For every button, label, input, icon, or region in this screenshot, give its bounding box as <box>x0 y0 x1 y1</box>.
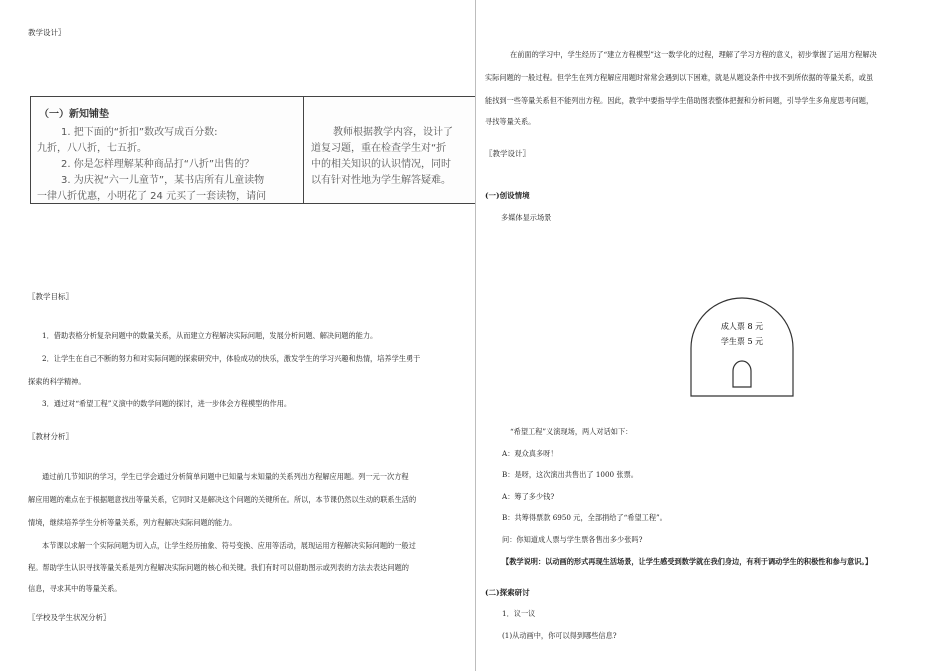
analysis-line-4: 本节课以求解一个实际问题为切入点，让学生经历抽象、符号变换、应用等活动，展现运用方程解决实际问题的一般过 <box>42 541 416 550</box>
students-heading: 〖学校及学生状况分析〗 <box>28 613 111 622</box>
dialog-line-3: A：筹了多少钱? <box>502 492 555 501</box>
table-line-5: 一律八折优惠，小明花了 24 元买了一套读物，请问 <box>37 191 267 202</box>
subsection-1: 1．议一议 <box>502 609 536 618</box>
analysis-line-2: 解应用题的难点在于根据题意找出等量关系，它同时又是解决这个问题的关键所在。所以，本节课仍然以生动的联系生活的 <box>28 495 417 504</box>
table-right-line-2: 道复习题，重在检查学生对“折 <box>311 143 447 154</box>
right-page <box>477 0 950 671</box>
design-heading: 〖教学设计〗 <box>485 149 530 158</box>
table-right-line-3: 中的相关知识的认识情况，同时 <box>311 159 451 170</box>
intro-line-2: 实际问题的一般过程。但学生在列方程解应用题时常常会遇到以下困难，就是从题设条件中找不到所依据的等量关系，或虽 <box>485 73 874 82</box>
section1-title: (一)创设情境 <box>485 191 530 200</box>
section2-title: (二)探索研讨 <box>485 588 530 597</box>
student-ticket-price: 学生票 5 元 <box>720 337 764 346</box>
goal-2: 2．让学生在自己不断的努力和对实际问题的探索研究中，体验成功的快乐，激发学生的学习兴趣和热情，培养学生勇于 <box>42 354 421 363</box>
analysis-line-1: 通过前几节知识的学习，学生已学会通过分析简单问题中已知量与未知量的关系列出方程解应用题。列一元一次方程 <box>42 472 409 481</box>
intro-line-1: 在前面的学习中，学生经历了“建立方程模型”这一数学化的过程，理解了学习方程的意义，初步掌握了运用方程解决 <box>510 50 877 59</box>
section1-subtitle: 多媒体显示场景 <box>501 213 552 222</box>
subsection-1-question: (1)从动画中，你可以得到哪些信息? <box>502 631 617 640</box>
booth-arch-outline <box>691 298 793 396</box>
dialog-intro: “希望工程”义演现场，两人对话如下： <box>510 427 633 436</box>
intro-line-3: 能找到一些等量关系但不能列出方程。因此，教学中要指导学生借助图表整体把握和分析问题，引导学生多角度思考问题， <box>485 96 874 105</box>
table-right-line-4: 以有针对性地为学生解答疑难。 <box>311 175 451 186</box>
goal-2-cont: 探索的科学精神。 <box>28 377 86 386</box>
goals-heading: 〖教学目标〗 <box>28 292 73 301</box>
goal-1: 1．借助表格分析复杂问题中的数量关系，从而建立方程解决实际问题，发展分析问题、解决问题的能力。 <box>42 331 378 340</box>
ticket-booth-figure <box>689 296 795 398</box>
table-line-4: 3. 为庆祝“六一儿童节”，某书店所有儿童读物 <box>61 175 265 186</box>
table-heading: （一）新知铺垫 <box>39 109 109 120</box>
goal-3: 3．通过对“希望工程”义演中的数学问题的探讨，进一步体会方程模型的作用。 <box>42 399 292 408</box>
scanned-review-table <box>30 96 476 204</box>
dialog-line-1: A：观众真多呀！ <box>502 449 558 458</box>
booth-window <box>733 361 751 387</box>
analysis-heading: 〖教材分析〗 <box>28 432 73 441</box>
page-divider <box>475 0 476 671</box>
dialog-line-2: B：是呀，这次演出共售出了 1000 张票。 <box>502 470 638 479</box>
analysis-line-5: 程。帮助学生认识寻找等量关系是列方程解决实际问题的核心和关键。我们有时可以借助图示或列表的方法去表达问题的 <box>28 563 409 572</box>
dialog-line-4: B：共筹得票款 6950 元，全部捐给了“希望工程”。 <box>502 513 667 522</box>
table-line-2: 九折，八八折，七五折。 <box>37 143 147 154</box>
table-line-1: 1. 把下面的“折扣”数改写成百分数: <box>61 127 218 138</box>
analysis-line-6: 信息，寻求其中的等量关系。 <box>28 584 122 593</box>
analysis-line-3: 情境，继续培养学生分析等量关系，列方程解决实际问题的能力。 <box>28 518 237 527</box>
teaching-note: 【教学说明：以动画的形式再现生活场景，让学生感受到数学就在我们身边，有利于调动学生的积极性和参与意识。】 <box>502 557 873 566</box>
table-right-line-1: 教师根据教学内容，设计了 <box>333 127 453 138</box>
intro-line-4: 寻找等量关系。 <box>485 117 536 126</box>
question: 问：你知道成人票与学生票各售出多少张吗? <box>502 535 643 544</box>
table-column-divider <box>303 97 304 204</box>
left-header-label: 教学设计〗 <box>28 28 66 37</box>
adult-ticket-price: 成人票 8 元 <box>720 322 764 331</box>
table-line-3: 2. 你是怎样理解某种商品打“八折”出售的？ <box>61 159 255 170</box>
